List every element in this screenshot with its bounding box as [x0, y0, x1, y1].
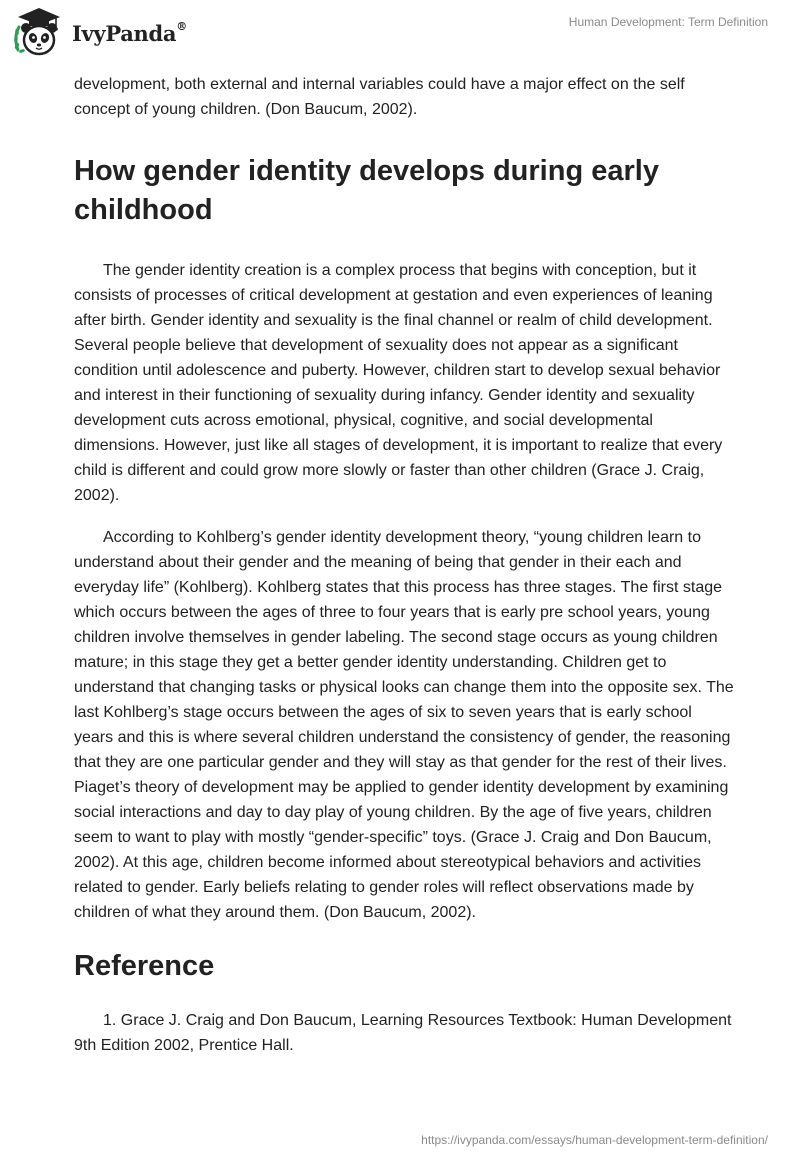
document-title: Human Development: Term Definition [568, 15, 768, 29]
registered-mark: ® [176, 19, 187, 33]
source-url[interactable]: https://ivypanda.com/essays/human-development-term-definition/ [421, 1133, 768, 1147]
body-paragraph: The gender identity creation is a complex process that begins with conception, but it consists of processes of critical development at gestation and even experiences of leaning after birth. Gender identity and sexuality is the final channel or realm of child development. Several people believe that development of sexuality does not appear as a significant condition until adolescence and puberty. However, children start to develop sexual behavior and interest in their functioning of sexuality during infancy. Gender identity and sexuality development cuts across emotional, physical, cognitive, and social developmental dimensions. However, just like all stages of development, it is important to realize that every child is different and could grow more slowly or faster than other children (Grace J. Craig, 2002). [74, 262, 723, 504]
body-paragraph: According to Kohlberg’s gender identity development theory, “young children learn to understand about their gender and the meaning of being that gender in their each and everyday life” (Kohlberg). Kohlberg states that this process has three stages. The first stage which occurs between the ages of three to four years that is early pre school years, young children involve themselves in gender labeling. The second stage occurs as young children mature; in this stage they get a better gender identity understanding. Children get to understand that changing tasks or physical looks can change them into the opposite sex. The last Kohlberg’s stage occurs between the ages of six to seven years that is early school years and this is where several children understand the consistency of gender, the reasoning that they are one particular gender and they will stay as that gender for the rest of their lives. Piaget’s theory of development may be applied to gender identity development by examining social interactions and day to day play of young children. By the age of five years, children seem to want to play with mostly “gender-specific” toys. (Grace J. Craig and Don Baucum, 2002). At this age, children become informed about stereotypical behaviors and activities related to gender. Early beliefs relating to gender roles will reflect observations made by children of what they around them. (Don Baucum, 2002). [74, 529, 734, 921]
brand-name-text: IvyPanda [72, 20, 177, 46]
reference-item: 1. Grace J. Craig and Don Baucum, Learning Resources Textbook: Human Development 9th Edition 2002, Prentice Hall. [74, 1012, 732, 1054]
panda-graduate-logo-icon [12, 6, 66, 58]
section-heading-gender-identity: How gender identity develops during early childhood [74, 155, 659, 226]
page-header [0, 0, 800, 62]
ivypanda-logo[interactable] [12, 6, 187, 58]
intro-continuation-paragraph: development, both external and internal variables could have a major effect on the self concept of young children. (Don Baucum, 2002). [74, 76, 685, 118]
brand-name [72, 21, 187, 46]
section-heading-reference: Reference [74, 950, 215, 982]
article-body [74, 72, 734, 1058]
